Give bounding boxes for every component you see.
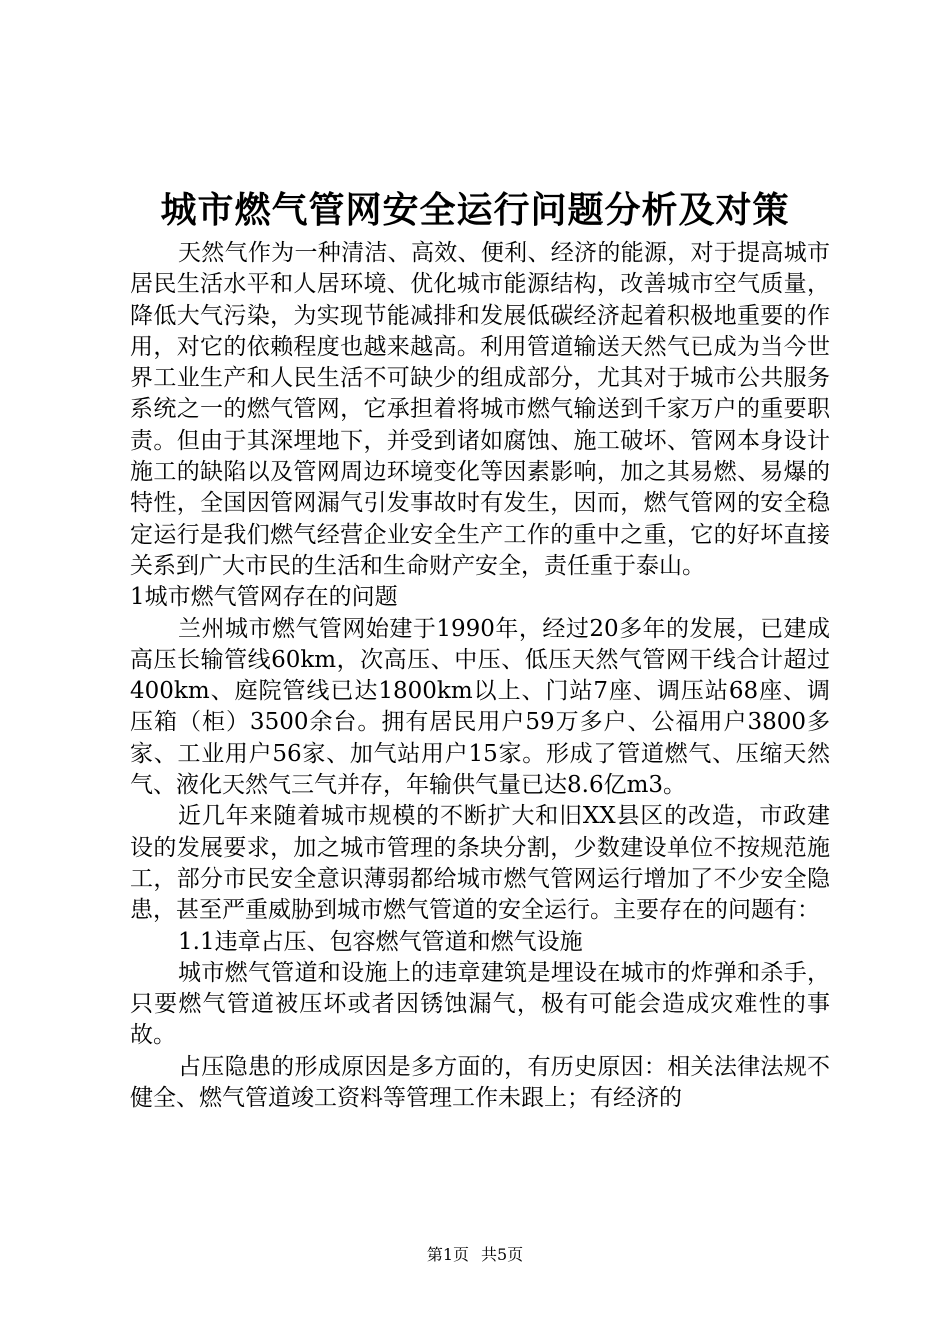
document-title: 城市燃气管网安全运行问题分析及对策 (160, 189, 790, 231)
paragraph-intro: 天然气作为一种清洁、高效、便利、经济的能源，对于提高城市居民生活水平和人居环境、优化城市能源结构，改善城市空气质量，降低大气污染，为实现节能减排和发展低碳经济起着积极地重要的作用，对它的依赖程度也越来越高。利用管道输送天然气已成为当今世界工业生产和人民生活不可缺少的组成部分，尤其对于城市公共服务系统之一的燃气管网，它承担着将城市燃气输送到千家万户的重要职责。但由于其深埋地下，并受到诸如腐蚀、施工破坏、管网本身设计施工的缺陷以及管网周边环境变化等因素影响，加之其易燃、易爆的特性，全国因管网漏气引发事故时有发生，因而，燃气管网的安全稳定运行是我们燃气经营企业安全生产工作的重中之重，它的好坏直接关系到广大市民的生活和生命财产安全，责任重于泰山。 (130, 240, 830, 579)
paragraph-lanzhou-network: 兰州城市燃气管网始建于1990年，经过20多年的发展，已建成高压长输管线60km，次高压、中压、低压天然气管网干线合计超过400km、庭院管线已达1800km以上、门站7座、调压站68座、调压箱（柜）3500余台。拥有居民用户59万多户、公福用户3800多家、工业用户56家、加气站用户15家。形成了管道燃气、压缩天然气、液化天然气三气并存，年输供气量已达8.6亿m3。 (130, 615, 830, 799)
paragraph-recent-years: 近几年来随着城市规模的不断扩大和旧XX县区的改造，市政建设的发展要求，加之城市管理的条块分割，少数建设单位不按规范施工，部分市民安全意识薄弱都给城市燃气管网运行增加了不少安全隐患，甚至严重威胁到城市燃气管道的安全运行。主要存在的问题有： (130, 803, 830, 924)
paragraph-causes: 占压隐患的形成原因是多方面的，有历史原因：相关法律法规不健全、燃气管道竣工资料等管理工作未跟上；有经济的 (130, 1053, 830, 1112)
paragraph-illegal-buildings: 城市燃气管道和设施上的违章建筑是埋设在城市的炸弹和杀手，只要燃气管道被压坏或者因锈蚀漏气，极有可能会造成灾难性的事故。 (130, 959, 830, 1049)
page-number-total: 共5页 (481, 1245, 524, 1264)
page-footer (0, 1243, 950, 1267)
document-body (130, 238, 830, 1114)
page-number-current: 第1页 (426, 1245, 469, 1264)
section-heading-1-1: 1.1违章占压、包容燃气管道和燃气设施 (178, 928, 583, 955)
section-heading-1: 1城市燃气管网存在的问题 (130, 584, 398, 611)
